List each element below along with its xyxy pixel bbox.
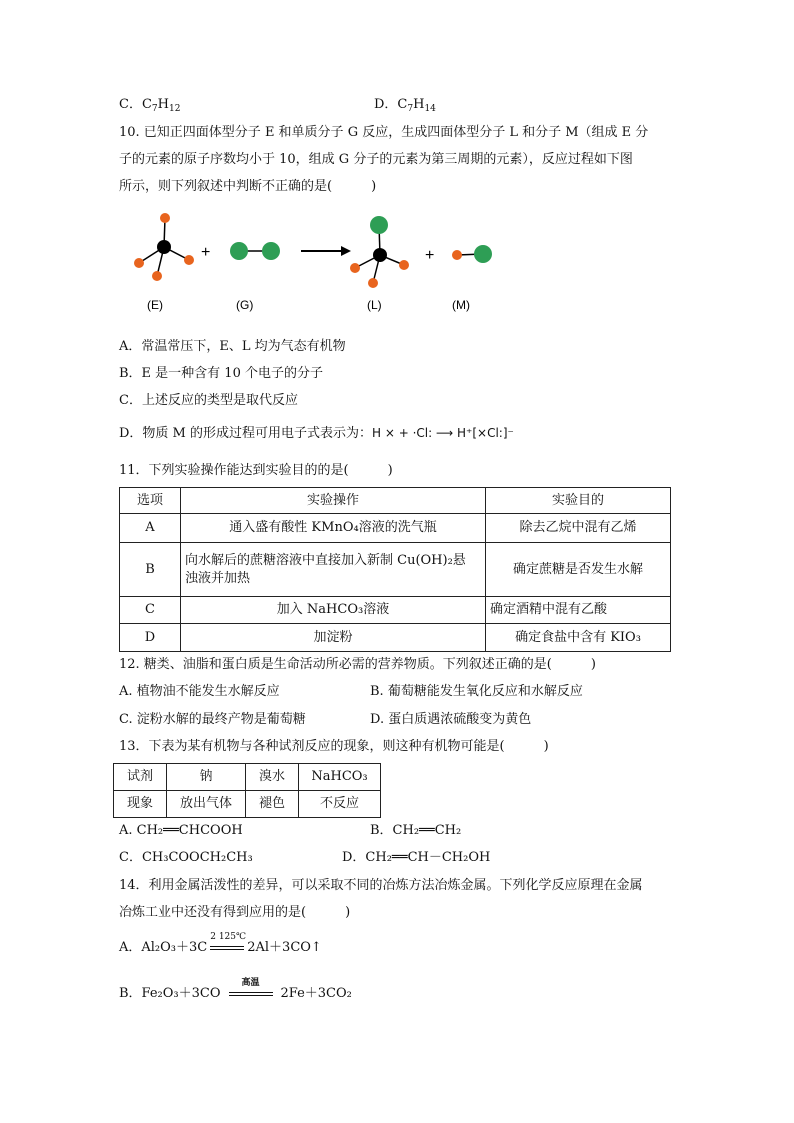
- reaction-arrow: [301, 246, 351, 256]
- q14-stem-line1: 14．利用金属活泼性的差异，可以采取不同的冶炼方法冶炼金属。下列化学反应原理在金属: [119, 878, 643, 893]
- q13-table: [113, 763, 381, 818]
- atom-small: [160, 213, 170, 223]
- table-cell: 除去乙烷中混有乙烯: [486, 514, 671, 543]
- q13-stem: 13．下表为某有机物与各种试剂反应的现象，则这种有机物可能是( ): [119, 739, 549, 754]
- table-cell: 确定蔗糖是否发生水解: [486, 543, 671, 597]
- plus-sign: +: [425, 247, 435, 264]
- q10-option-b: B．E 是一种含有 10 个电子的分子: [119, 366, 323, 381]
- q9-option-c: C．$C_7H_{12}$: [119, 97, 181, 114]
- molecule-m: [452, 245, 492, 263]
- table-cell: 现象: [114, 791, 167, 818]
- table-cell: NaHCO₃: [299, 764, 381, 791]
- q10-stem-line1: 10. 已知正四面体型分子 E 和单质分子 G 反应，生成四面体型分子 L 和分子 M（组成 E 分: [119, 125, 649, 140]
- table-cell: 溴水: [246, 764, 299, 791]
- table-header: 选项: [120, 488, 181, 514]
- table-row: [120, 624, 671, 652]
- table-row: [120, 543, 671, 597]
- label-l: (L): [367, 298, 382, 312]
- label-m: (M): [452, 298, 470, 312]
- atom-small: [368, 278, 378, 288]
- q13-option-b: B．CH₂══CH₂: [370, 823, 462, 838]
- table-cell: 钠: [167, 764, 246, 791]
- table-cell: 向水解后的蔗糖溶液中直接加入新制 Cu(OH)₂悬 浊液并加热: [181, 543, 486, 597]
- equation-condition: 高温: [229, 987, 273, 1001]
- q10-option-c: C．上述反应的类型是取代反应: [119, 393, 298, 408]
- table-cell: 不反应: [299, 791, 381, 818]
- molecule-l: [350, 216, 409, 288]
- table-cell: 加入 NaHCO₃溶液: [181, 597, 486, 624]
- q14-option-a: A．Al₂O₃＋3C 2 125℃ 2Al＋3CO↑: [119, 931, 322, 955]
- atom-small: [399, 260, 409, 270]
- q12-option-d: D. 蛋白质遇浓硫酸变为黄色: [370, 712, 532, 727]
- q10-option-a: A．常温常压下，E、L 均为气态有机物: [119, 339, 346, 354]
- q10-stem-line2: 子的元素的原子序数均小于 10，组成 G 分子的元素为第三周期的元素），反应过程如下图: [119, 152, 633, 167]
- table-cell: 确定食盐中含有 KIO₃: [486, 624, 671, 652]
- label-e: (E): [147, 298, 163, 312]
- q13-option-c: C．CH₃COOCH₂CH₃: [119, 850, 253, 865]
- atom-small: [184, 255, 194, 265]
- table-row: [114, 764, 381, 791]
- table-cell: 确定酒精中混有乙酸: [486, 597, 671, 624]
- atom-center: [373, 248, 387, 262]
- table-row: [120, 597, 671, 624]
- table-cell: A: [120, 514, 181, 543]
- reaction-figure: [119, 205, 499, 315]
- table-row: [114, 791, 381, 818]
- q13-option-a: A. CH₂══CHCOOH: [119, 823, 243, 838]
- q11-stem: 11．下列实验操作能达到实验目的的是( ): [119, 463, 393, 478]
- table-row: [120, 514, 671, 543]
- q14-stem-line2: 冶炼工业中还没有得到应用的是( ): [119, 905, 351, 920]
- table-cell: 放出气体: [167, 791, 246, 818]
- atom-small: [152, 271, 162, 281]
- atom-large: [262, 242, 280, 260]
- table-cell: 通入盛有酸性 KMnO₄溶液的洗气瓶: [181, 514, 486, 543]
- q12-option-a: A. 植物油不能发生水解反应: [119, 684, 280, 699]
- table-cell: C: [120, 597, 181, 624]
- q9-option-d: D．$C_7H_{14}$: [374, 97, 436, 114]
- q10-stem-line3: 所示，则下列叙述中判断不正确的是( ): [119, 179, 377, 194]
- atom-large: [230, 242, 248, 260]
- q12-stem: 12. 糖类、油脂和蛋白质是生命活动所必需的营养物质。下列叙述正确的是( ): [119, 657, 596, 672]
- atom-center: [157, 240, 171, 254]
- table-header: 实验操作: [181, 488, 486, 514]
- q12-option-b: B. 葡萄糖能发生氧化反应和水解反应: [370, 684, 583, 699]
- electron-formula: H × + ·Cl: ⟶ H⁺[×Cl:]⁻: [372, 426, 514, 440]
- table-cell: B: [120, 543, 181, 597]
- atom-large: [474, 245, 492, 263]
- q11-table: [119, 487, 671, 652]
- atom-small: [350, 263, 360, 273]
- q12-option-c: C. 淀粉水解的最终产物是葡萄糖: [119, 712, 306, 727]
- molecule-e: [134, 213, 194, 281]
- equation-condition: 2 125℃: [210, 941, 244, 955]
- atom-small: [134, 258, 144, 268]
- table-cell: 加淀粉: [181, 624, 486, 652]
- atom-small: [452, 250, 462, 260]
- table-cell: 试剂: [114, 764, 167, 791]
- q10-option-d: D．物质 M 的形成过程可用电子式表示为：H × + ·Cl: ⟶ H⁺[×Cl:]⁻: [119, 426, 514, 441]
- atom-large: [370, 216, 388, 234]
- q13-option-d: D．CH₂══CH－CH₂OH: [342, 850, 491, 865]
- table-cell: 褪色: [246, 791, 299, 818]
- q14-option-b: B．Fe₂O₃＋3CO 高温 2Fe＋3CO₂: [119, 977, 352, 1001]
- molecule-g: [230, 242, 280, 260]
- table-header: 实验目的: [486, 488, 671, 514]
- plus-sign: +: [201, 244, 211, 261]
- table-cell: D: [120, 624, 181, 652]
- label-g: (G): [236, 298, 254, 312]
